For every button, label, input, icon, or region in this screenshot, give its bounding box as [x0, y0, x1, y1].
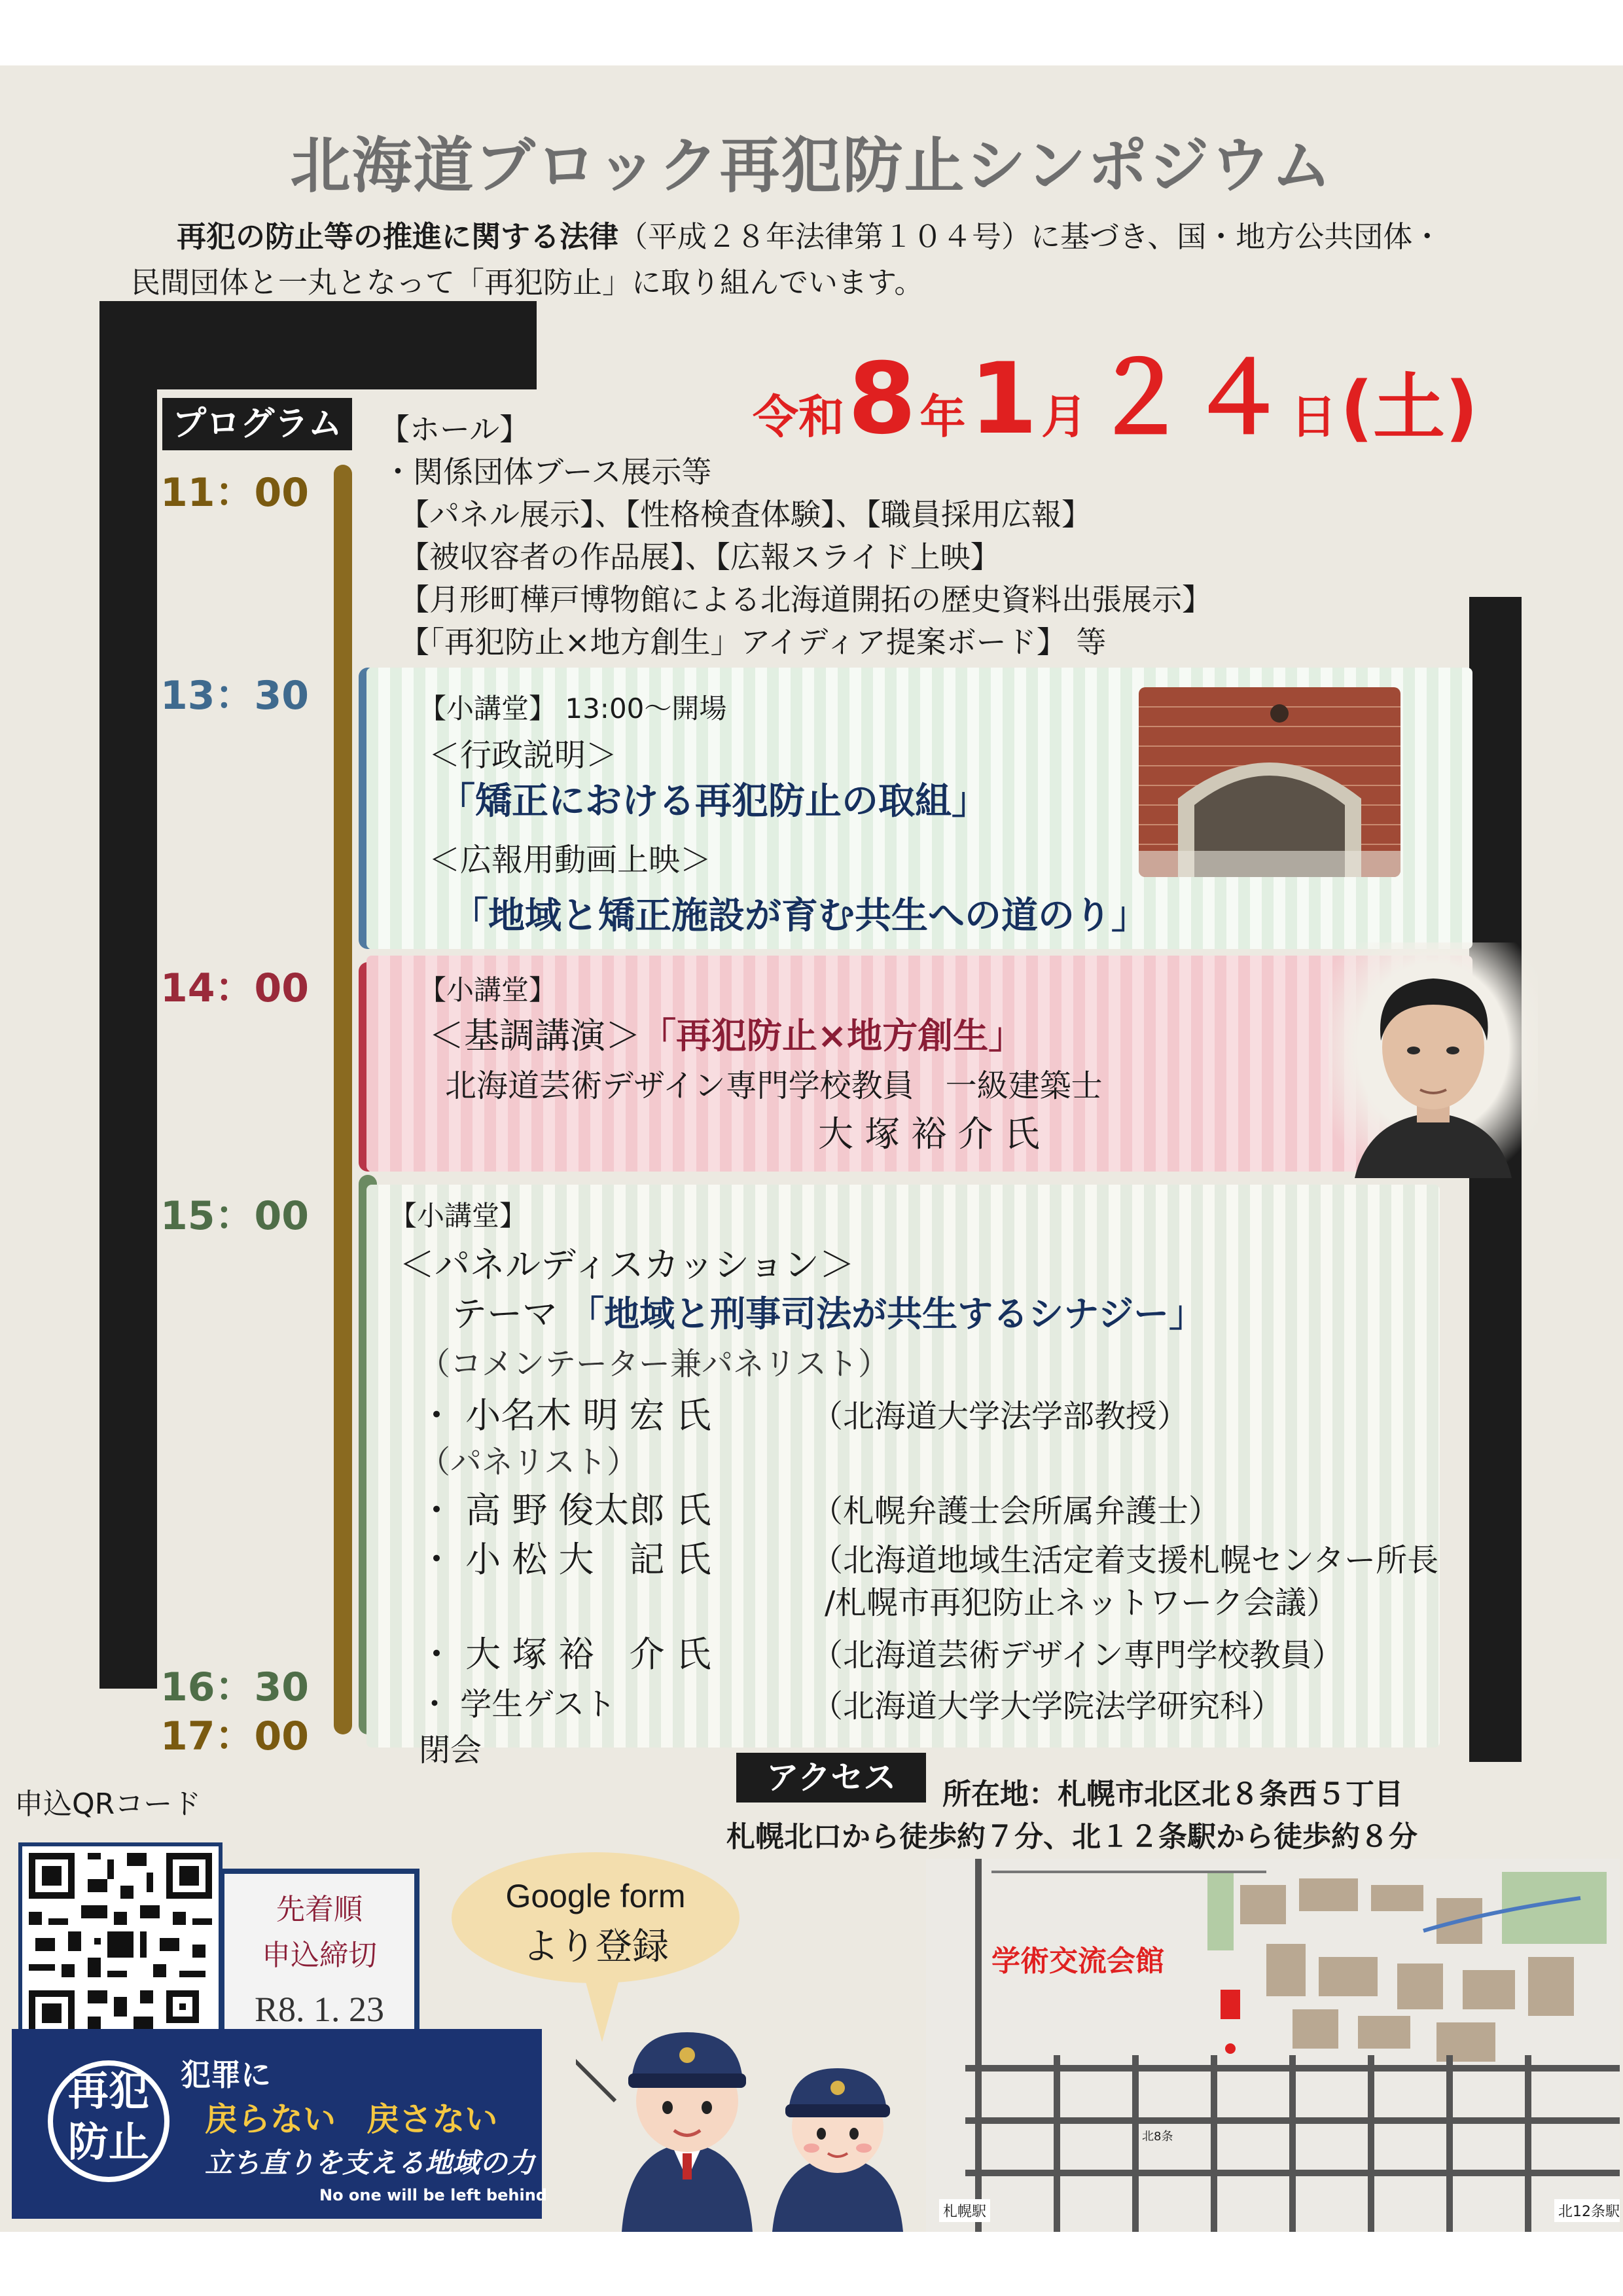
intro-line-2: 民間団体と一丸となって「再犯防止」に取り組んでいます。 — [131, 265, 924, 300]
deadline-date: R8. 1. 23 — [254, 1990, 385, 2029]
map-label-venue: 学術交流会館 — [991, 1945, 1164, 1978]
map-label-kita8: 北8条 — [1142, 2130, 1173, 2144]
closing-label: 閉会 — [419, 1732, 482, 1768]
recidivism-prevention-banner — [12, 2029, 547, 2219]
timeline-bar-hall — [334, 465, 352, 1734]
theme-title: 「地域と刑事司法が共生するシナジー」 — [569, 1293, 1205, 1335]
date-day-unit: 日 — [1291, 390, 1337, 444]
poster-title: 北海道ブロック再犯防止シンポジウム — [290, 131, 1333, 201]
panelist-name-5: ・ 学生ゲスト — [419, 1686, 616, 1723]
police-mascots-illustration — [576, 1996, 942, 2232]
qr-label: 申込QRコード — [14, 1787, 202, 1821]
law-name: 再犯の防止等の推進に関する法律 — [177, 219, 619, 254]
banner-circle-logo — [48, 2060, 169, 2182]
banner-line-3: 立ち直りを支える地域の力 — [205, 2147, 535, 2179]
session1-admin-title: 「矯正における再犯防止の取組」 — [438, 780, 988, 823]
panelist-affil-4: （北海道芸術デザイン専門学校教員） — [812, 1637, 1344, 1674]
circle-top-text: 再犯 — [67, 2067, 149, 2115]
panelist-name-2: ・ 高 野 俊太郎 氏 — [419, 1490, 711, 1531]
commentator-label: （コメンテーター兼パネリスト） — [419, 1346, 890, 1382]
session2-heading: 【小講堂】 — [419, 974, 557, 1006]
bubble-line-2: より登録 — [522, 1926, 669, 1968]
deadline-line-1: 先着順 — [276, 1893, 363, 1926]
session1-admin-label: ＜行政説明＞ — [429, 737, 618, 774]
speaker-name: 大 塚 裕 介 氏 — [818, 1113, 1040, 1155]
event-date — [753, 319, 1478, 461]
intro-line-1 — [177, 213, 1442, 255]
panelist-affil-1: （北海道大学法学部教授） — [812, 1398, 1189, 1435]
frame-top-bar — [99, 301, 537, 389]
program-label: プログラム — [162, 398, 352, 450]
time-1400: 14：00 — [160, 965, 309, 1011]
date-year-unit: 年 — [919, 390, 966, 444]
theme-prefix: テーマ — [452, 1293, 558, 1335]
google-form-bubble — [452, 1852, 740, 1983]
date-month: 1 — [969, 342, 1038, 456]
time-1630: 16：30 — [160, 1664, 309, 1710]
time-1330: 13：30 — [160, 673, 309, 719]
date-era: 令和 — [753, 390, 844, 444]
hall-line-2: 【パネル展示】、【性格検査体験】、【職員採用広報】 — [399, 497, 1092, 532]
panelist-name-3: ・ 小 松 大 記 氏 — [419, 1539, 711, 1580]
hall-line-5: 【「再犯防止×地方創生」アイディア提案ボード】 等 — [399, 624, 1107, 660]
time-1700: 17：00 — [160, 1713, 309, 1759]
frame-left-bar — [99, 301, 157, 1689]
map-label-kita12-station: 北12条駅 — [1554, 2199, 1620, 2222]
session2-keynote-line — [429, 1008, 1024, 1058]
banner-line-2a: 戻らない — [205, 2100, 336, 2138]
access-map[interactable] — [926, 1859, 1620, 2232]
banner-line-4: No one will be left behind — [319, 2186, 547, 2204]
access-walk-time: 札幌北口から徒歩約７分、北１２条駅から徒歩約８分 — [726, 1820, 1418, 1854]
panel-theme-line — [452, 1286, 1204, 1336]
access-address: 所在地：札幌市北区北８条西５丁目 — [942, 1778, 1403, 1811]
hall-line-1: ・関係団体ブース展示等 — [383, 454, 712, 490]
bubble-line-1: Google form — [505, 1878, 686, 1914]
panelist-name-4: ・ 大 塚 裕 介 氏 — [419, 1634, 711, 1675]
keynote-label: ＜基調講演＞ — [429, 1015, 641, 1056]
hall-heading: 【ホール】 — [380, 412, 530, 447]
panel-label: ＜パネルディスカッション＞ — [399, 1244, 855, 1285]
deadline-line-2: 申込締切 — [262, 1939, 377, 1972]
date-day: ２４ — [1090, 342, 1287, 456]
frame-right-bar — [1469, 597, 1522, 1762]
session1-video-label: ＜広報用動画上映＞ — [429, 842, 712, 878]
session3-heading: 【小講堂】 — [389, 1200, 527, 1232]
map-label-sapporo-station: 札幌駅 — [939, 2199, 990, 2222]
date-year: 8 — [847, 342, 916, 456]
date-month-unit: 月 — [1041, 390, 1088, 444]
date-weekday: (土) — [1340, 366, 1478, 450]
access-label: アクセス — [736, 1753, 926, 1803]
speaker-photo — [1329, 942, 1538, 1178]
panelist-affil-3b: /札幌市再犯防止ネットワーク会議） — [825, 1585, 1338, 1621]
speaker-affiliation: 北海道芸術デザイン専門学校教員 一級建築士 — [445, 1067, 1103, 1104]
session1-heading: 【小講堂】 13:00～開場 — [419, 692, 727, 725]
banner-line-1: 犯罪に — [181, 2057, 271, 2092]
panelist-affil-3: （北海道地域生活定着支援札幌センター所長 — [812, 1542, 1439, 1579]
intro-line-1-rest: （平成２８年法律第１０４号）に基づき、国・地方公共団体・ — [618, 219, 1442, 254]
circle-bottom-text: 防止 — [67, 2118, 149, 2166]
panelist-label: （パネリスト） — [419, 1444, 639, 1480]
panelist-affil-2: （札幌弁護士会所属弁護士） — [812, 1493, 1221, 1530]
banner-line-2b: 戻さない — [366, 2100, 498, 2138]
hall-line-4: 【月形町樺戸博物館による北海道開拓の歴史資料出張展示】 — [399, 582, 1212, 617]
hall-line-3: 【被収容者の作品展】、【広報スライド上映】 — [399, 539, 1001, 575]
time-1100: 11：00 — [160, 470, 309, 516]
banner-line-2 — [205, 2093, 497, 2140]
panelist-name-1: ・ 小名木 明 宏 氏 — [419, 1395, 711, 1436]
deadline-box — [219, 1869, 419, 2039]
session1-video-title: 「地域と矯正施設が育む共生への道のり」 — [452, 895, 1148, 937]
keynote-title: 「再犯防止×地方創生」 — [641, 1015, 1024, 1056]
registration-qr-code[interactable] — [18, 1842, 223, 2047]
brick-building-photo — [1139, 687, 1400, 877]
panelist-affil-5: （北海道大学大学院法学研究科） — [812, 1688, 1283, 1725]
time-1500: 15：00 — [160, 1193, 309, 1239]
